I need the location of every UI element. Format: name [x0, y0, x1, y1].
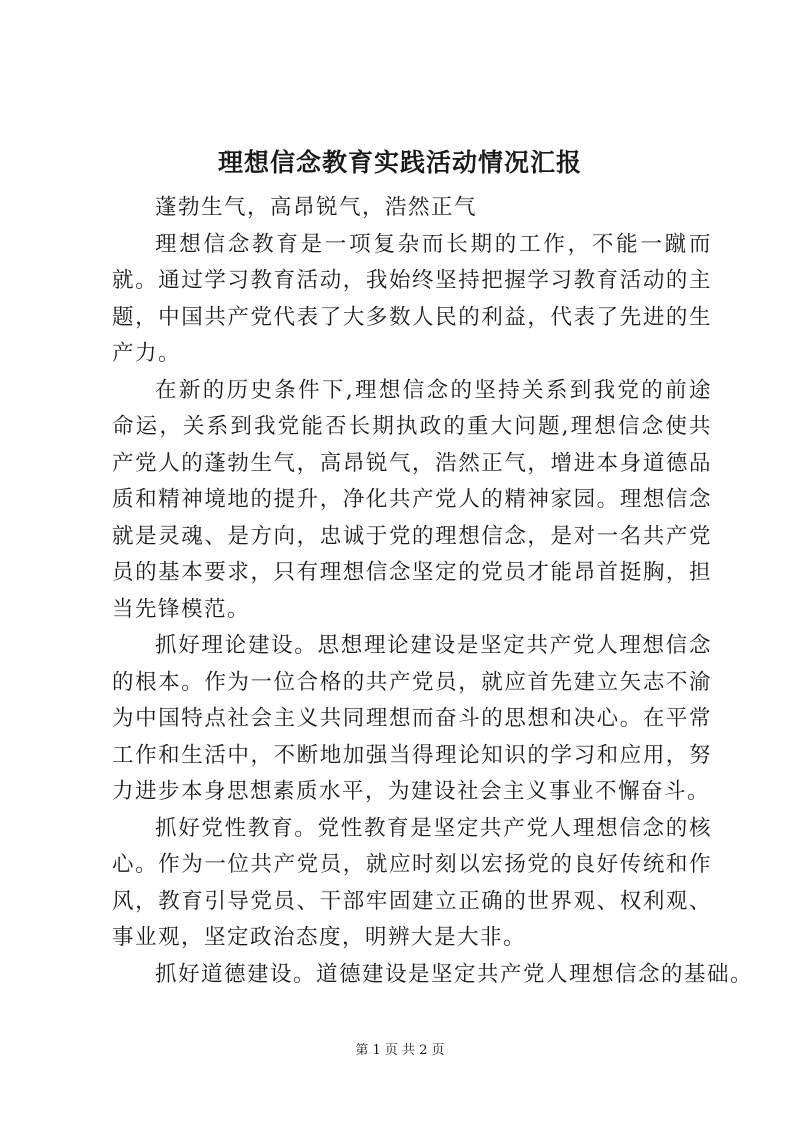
body-paragraph: 理想信念教育是一项复杂而长期的工作，不能一蹴而就。通过学习教育活动，我始终坚持把握学习教育活动的主题，中国共产党代表了大多数人民的利益，代表了先进的生产力。: [112, 231, 712, 366]
page-indicator: 第 1 页 共 2 页: [355, 1043, 445, 1058]
document-title: 理想信念教育实践活动情况汇报: [217, 148, 582, 177]
body-paragraph: 抓好理论建设。思想理论建设是坚定共产党人理想信念的根本。作为一位合格的共产党员，就应首先建立矢志不渝为中国特点社会主义共同理想而奋斗的思想和决心。在平常工作和生活中，不断地加强当得理论知识的学习和应用，努力进步本身思想素质水平，为建设社会主义事业不懈奋斗。: [112, 633, 712, 804]
body-paragraph: 在新的历史条件下,理想信念的坚持关系到我党的前途命运，关系到我党能否长期执政的重大问题,理想信念使共产党人的蓬勃生气，高昂锐气，浩然正气，增进本身道德品质和精神境地的提升，净化共产党人的精神家园。理想信念就是灵魂、是方向，忠诚于党的理想信念，是对一名共产党员的基本要求，只有理想信念坚定的党员才能昂首挺胸，担当先锋模范。: [112, 377, 712, 622]
document-body: [112, 190, 754, 993]
body-paragraph: 蓬勃生气，高昂锐气，浩然正气: [155, 195, 478, 220]
body-paragraph: 抓好党性教育。党性教育是坚定共产党人理想信念的核心。作为一位共产党员，就应时刻以宏扬党的良好传统和作风，教育引导党员、干部牢固建立正确的世界观、权利观、事业观，坚定政治态度，明辨大是大非。: [112, 815, 712, 950]
body-paragraph: 抓好道德建设。道德建设是坚定共产党人理想信念的基础。: [155, 961, 754, 987]
